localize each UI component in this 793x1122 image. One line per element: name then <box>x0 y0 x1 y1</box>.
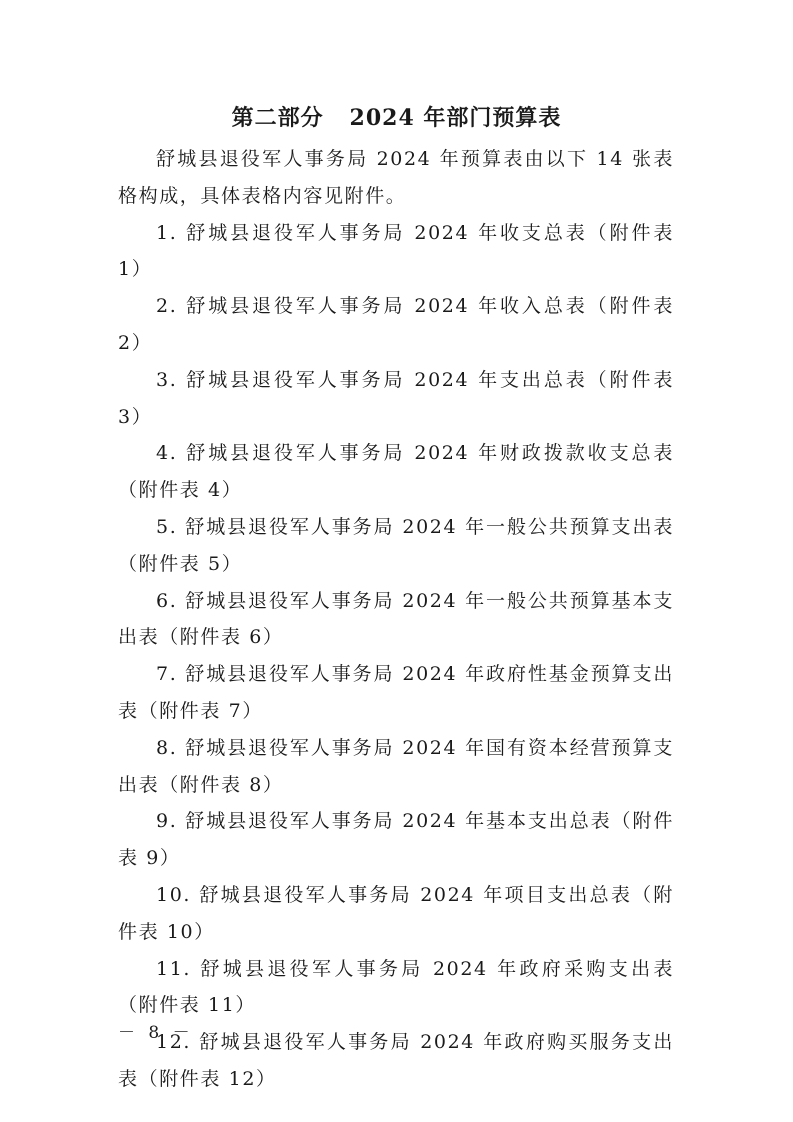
list-item: 11. 舒城县退役军人事务局 2024 年政府采购支出表（附件表 11） <box>118 957 674 1017</box>
list-item: 10. 舒城县退役军人事务局 2024 年项目支出总表（附件表 10） <box>118 883 674 943</box>
list-item: 2. 舒城县退役军人事务局 2024 年收入总表（附件表 2） <box>118 295 674 354</box>
intro-paragraph: 舒城县退役军人事务局 2024 年预算表由以下 14 张表格构成，具体表格内容见附件。 <box>118 148 674 207</box>
page-number: － 8 － <box>118 1023 194 1043</box>
list-item: 5. 舒城县退役军人事务局 2024 年一般公共预算支出表（附件表 5） <box>118 515 674 575</box>
list-item: 8. 舒城县退役军人事务局 2024 年国有资本经营预算支出表（附件表 8） <box>118 736 674 796</box>
list-item: 3. 舒城县退役军人事务局 2024 年支出总表（附件表 3） <box>118 368 674 428</box>
document-body <box>118 141 674 1098</box>
list-item: 4. 舒城县退役军人事务局 2024 年财政拨款收支总表（附件表 4） <box>118 442 674 502</box>
section-title: 第二部分 2024 年部门预算表 <box>231 105 562 131</box>
list-item: 12. 舒城县退役军人事务局 2024 年政府购买服务支出表（附件表 12） <box>118 1031 674 1090</box>
list-item: 7. 舒城县退役军人事务局 2024 年政府性基金预算支出表（附件表 7） <box>118 663 674 722</box>
list-item: 9. 舒城县退役军人事务局 2024 年基本支出总表（附件表 9） <box>118 810 674 870</box>
list-item: 6. 舒城县退役军人事务局 2024 年一般公共预算基本支出表（附件表 6） <box>118 589 674 649</box>
list-item: 1. 舒城县退役军人事务局 2024 年收支总表（附件表 1） <box>118 221 674 281</box>
